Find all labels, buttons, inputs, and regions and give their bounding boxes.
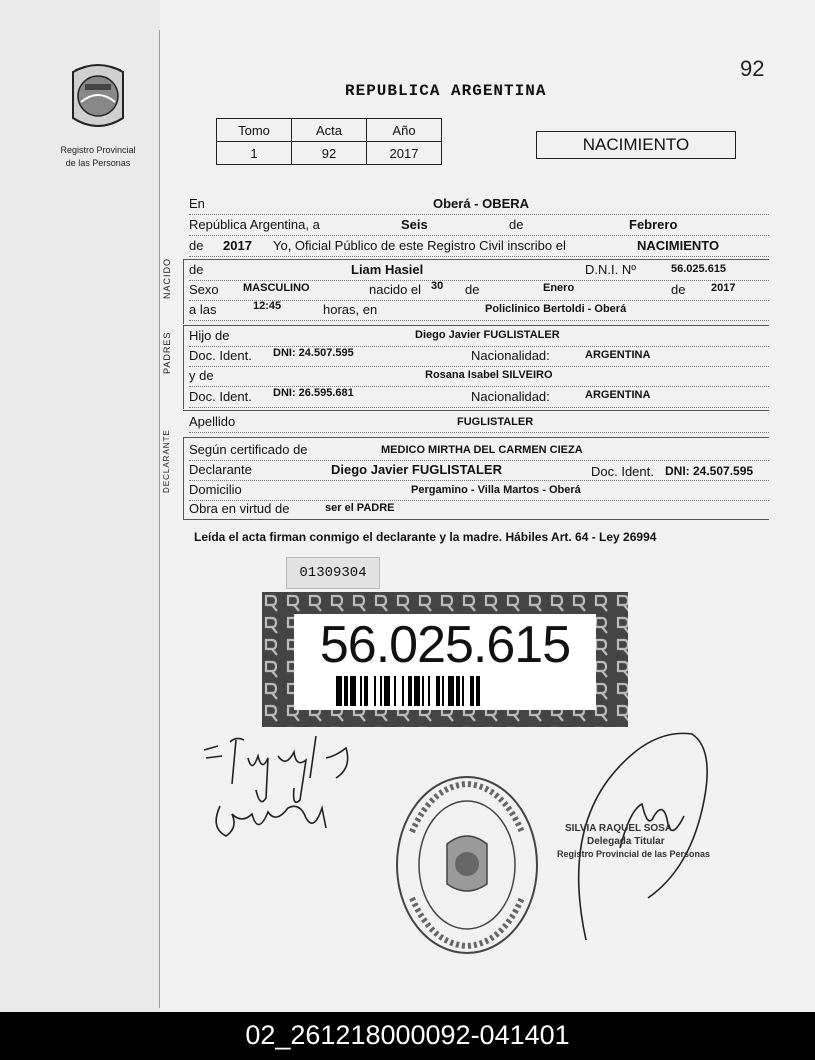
label-doc-ident-2: Doc. Ident. [189,389,252,404]
value-child-dni: 56.025.615 [671,263,727,275]
value-birth-place: Policlinico Bertoldi - Oberá [485,303,627,315]
row-place [189,196,769,215]
row-time-place [189,302,769,321]
official-seal-icon [392,772,542,958]
document-title: REPUBLICA ARGENTINA [345,82,547,100]
row-sex-birth [189,282,769,301]
value-birth-year: 2017 [711,282,736,294]
label-de-name: de [189,262,204,277]
label-de-3: de [671,282,686,297]
label-sex: Sexo [189,282,219,297]
label-doc-ident: Doc. Ident. [189,348,252,363]
label-at: a las [189,302,217,317]
value-declarant-doc: DNI: 24.507.595 [665,464,754,478]
value-mother-doc: DNI: 26.595.681 [273,387,354,399]
row-address [189,482,769,501]
section-label-declarante [162,469,176,493]
value-father-doc: DNI: 24.507.595 [273,347,354,359]
section-separator [183,325,769,326]
section-separator [183,259,769,260]
value-mother-nationality: ARGENTINA [585,389,651,401]
row-father [189,328,769,347]
closing-statement: Leída el acta firman conmigo el declarante y la madre. Hábiles Art. 64 - Ley 26994 [194,530,657,544]
label-doc-ident-3: Doc. Ident. [591,464,654,479]
label-son-of: Hijo de [189,328,230,343]
section-separator [183,437,769,438]
value-child-name: Liam Hasiel [351,262,424,277]
official-stamp-office: Registro Provincial de las Personas [557,849,711,859]
value-surname: FUGLISTALER [457,416,534,428]
label-address: Domicilio [189,482,242,497]
registry-logo [58,58,138,169]
value-father-nationality: ARGENTINA [585,349,651,361]
registry-value-acta: 92 [292,142,367,165]
section-side-line [183,259,184,324]
sticker-number: 56.025.615 [319,616,571,674]
row-father-doc [189,348,769,367]
registry-header-anio: Año [367,119,442,142]
label-certificate: Según certificado de [189,442,308,457]
label-born: nacido el [369,282,422,297]
registry-header-tomo: Tomo [217,119,292,142]
barcode [336,676,556,706]
value-birth-month: Enero [543,282,575,294]
section-side-line [183,437,184,519]
registry-value-row [217,142,442,165]
value-record-kind: NACIMIENTO [637,238,720,253]
label-dni: D.N.I. Nº [585,262,636,277]
label-nationality-2: Nacionalidad: [471,389,550,404]
value-mother-name: Rosana Isabel SILVEIRO [425,369,553,381]
value-year: 2017 [223,238,252,253]
label-virtue: Obra en virtud de [189,501,290,516]
barcode-sticker [262,592,628,727]
label-surname: Apellido [189,414,236,429]
official-stamp-role: Delegada Titular [587,836,665,847]
value-birth-day: 30 [431,280,444,292]
row-name [189,262,769,281]
row-surname [189,414,769,433]
section-separator [183,519,769,520]
registry-header-row [217,119,442,142]
row-mother [189,368,769,387]
label-republic: República Argentina, a [189,217,320,232]
serial-number: 01309304 [286,557,380,589]
registry-header-acta: Acta [292,119,367,142]
logo-caption-2: de las Personas [65,158,131,168]
value-day-words: Seis [401,217,428,232]
label-nationality: Nacionalidad: [471,348,550,363]
row-date [189,217,769,236]
value-declarant: Diego Javier FUGLISTALER [331,462,502,477]
row-mother-doc [189,389,769,408]
label-declarant: Declarante [189,462,252,477]
margin-line [159,30,160,1008]
value-sex: MASCULINO [243,282,310,294]
registry-table [216,118,442,165]
value-virtue: ser el PADRE [325,502,395,514]
declarant-signature [196,728,366,848]
row-certificate [189,442,769,461]
label-de: de [509,217,524,232]
province-shield-icon [63,58,133,138]
logo-caption-1: Registro Provincial [60,145,136,155]
official-stamp [557,822,711,861]
value-time: 12:45 [253,300,282,312]
section-label-padres: PADRES [162,331,172,374]
official-stamp-name: SILVIA RAQUEL SOSA [565,823,673,834]
section-separator [183,410,769,411]
row-declarant [189,462,769,481]
record-type-box: NACIMIENTO [536,131,736,159]
value-father-name: Diego Javier FUGLISTALER [415,329,560,341]
section-label-nacido: NACIDO [162,257,172,299]
label-and-of: y de [189,368,214,383]
section-side-line [183,325,184,409]
page-number: 92 [740,56,765,81]
row-virtue [189,501,769,520]
document-code-footer: 02_261218000092-041401 [0,1012,815,1060]
sticker-label [294,614,596,710]
registry-value-tomo: 1 [217,142,292,165]
value-certificate: MEDICO MIRTHA DEL CARMEN CIEZA [381,444,583,456]
label-hours: horas, en [323,302,378,317]
value-address: Pergamino - Villa Martos - Oberá [411,484,581,496]
value-month-words: Febrero [629,217,678,232]
row-year [189,238,769,257]
label-en: En [189,196,205,211]
value-place: Oberá - OBERA [433,196,530,211]
label-year-prefix: de [189,238,204,253]
officer-text: Yo, Oficial Público de este Registro Civil inscribo el [273,238,566,253]
label-de-2: de [465,282,480,297]
registry-value-anio: 2017 [367,142,442,165]
